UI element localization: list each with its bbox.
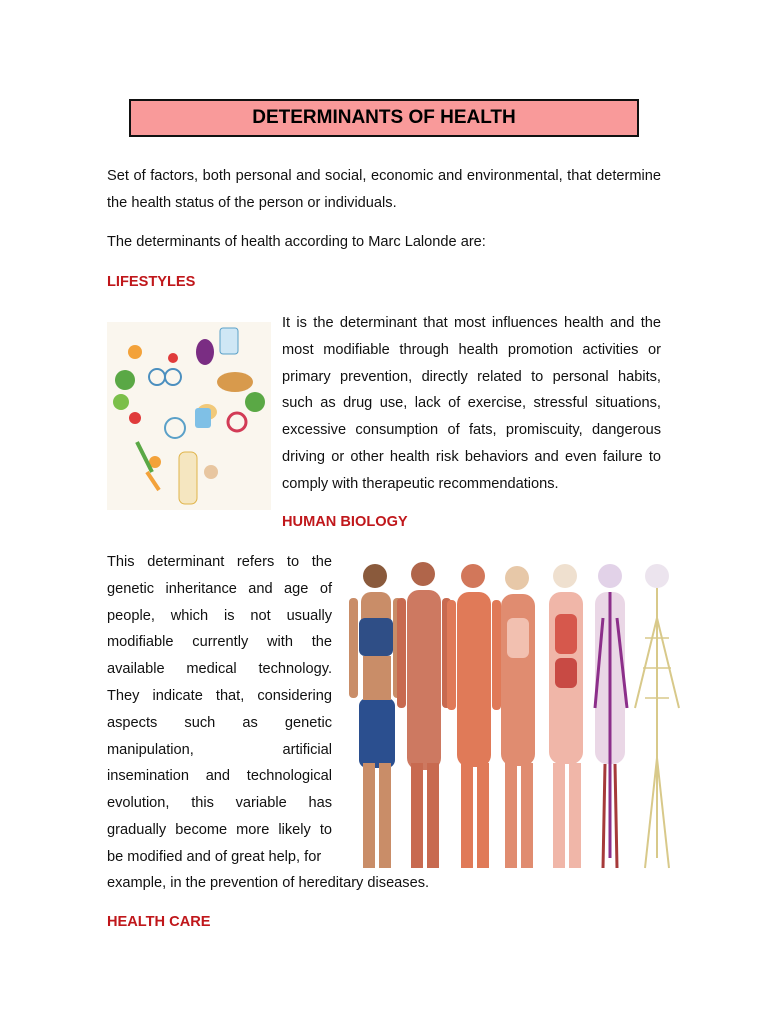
human-biology-paragraph: This determinant refers to the genetic inheritance and age of people, which is not usually modifiable currently with the available medical technology. They indicate that, considering aspects such as genetic manipulation, artificial insemination and technological evolution, this variable has gradually become more likely to be modified and of great help, for	[107, 554, 332, 865]
healthy-lifestyle-illustration	[107, 322, 271, 510]
human-anatomy-layers-image	[345, 558, 695, 872]
figure-nervous	[635, 564, 679, 868]
lifestyles-heading: LIFESTYLES	[107, 274, 196, 290]
figure-organs-2	[549, 564, 583, 868]
page-title: DETERMINANTS OF HEALTH	[129, 99, 639, 137]
human-biology-heading: HUMAN BIOLOGY	[282, 514, 408, 530]
figure-vascular	[595, 564, 627, 868]
figure-skin	[349, 564, 402, 868]
human-biology-paragraph-end: example, in the prevention of hereditary diseases.	[107, 875, 430, 891]
lalonde-paragraph: The determinants of health according to Marc Lalonde are:	[107, 234, 486, 250]
lifestyles-paragraph: It is the determinant that most influences health and the most modifiable through health promotion activities or primary prevention, directly related to personal habits, such as drug use, lack of exercise, stressful situations, excessive consumption of fats, promiscuity, dangerous driving or other health risk behaviors and even failure to comply with therapeutic recommendations.	[282, 315, 661, 492]
figure-muscle-1	[397, 562, 451, 868]
figure-organs-1	[501, 566, 535, 868]
health-care-heading: HEALTH CARE	[107, 914, 211, 930]
intro-paragraph: Set of factors, both personal and social, economic and environmental, that determine the health status of the person or individuals.	[107, 168, 661, 211]
figure-muscle-2	[447, 564, 501, 868]
